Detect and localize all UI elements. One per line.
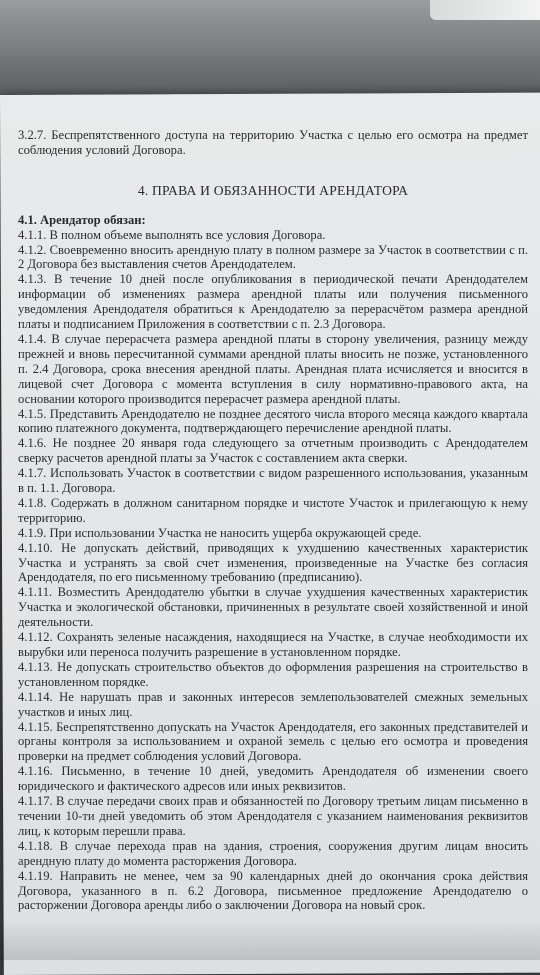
clause-3-2-7: 3.2.7. Беспрепятственного доступа на территорию Участка с целью его осмотра на предмет соблюдения условий Договора. [18,128,528,157]
clause-4-1-19: 4.1.19. Направить не менее, чем за 90 календарных дней до окончания срока действия Договора, указанного в п. 6.2 Договора, письменное предложение Арендодателю о расторжении Договора аренды либо о заключении Договора на новый срок. [18,868,528,913]
clause-4-1-5: 4.1.5. Представить Арендодателю не позднее десятого числа второго месяца каждого квартала копию платежного документа, подтверждающего перечисление арендной платы. [18,406,528,436]
clause-4-1-18: 4.1.18. В случае перехода прав на здания, строения, сооружения другим лицам вносить арендную плату до момента расторжения Договора. [18,838,528,868]
clause-4-1-10: 4.1.10. Не допускать действий, приводящих к ухудшению качественных характеристик Участка и устранять за свой счет изменения, произведенные на Участке без согласия Арендодателя, по его письменному требованию (предписанию). [18,540,528,585]
clause-4-1-17: 4.1.17. В случае передачи своих прав и обязанностей по Договору третьим лицам письменно в течении 10-ти дней уведомить об этом Арендодателя с указанием наименования реквизитов лиц, к которым перешли права. [18,794,528,838]
obligations-heading: 4.1. Арендатор обязан: [18,212,146,227]
background-object [430,0,540,20]
clause-4-1-6: 4.1.6. Не позднее 20 января года следующего за отчетным производить с Арендодателем сверку расчетов арендной платы за Участок с составлением акта сверки. [18,436,528,466]
photo-shadow-bottom [0,920,540,960]
clause-4-1-3: 4.1.3. В течение 10 дней после опубликования в периодической печати Арендодателем информации об изменениях размера арендной платы или получения письменного уведомления Арендодателя обратиться к Арендодателю за перерасчётом размера арендной платы и подписанием Приложения в соответствии с п. 2.3 Договора. [18,272,528,332]
clause-4-1-4: 4.1.4. В случае перерасчета размера арендной платы в сторону увеличения, разницу между прежней и вновь пересчитанной суммами арендной платы вносить не позже, установленного п. 2.4 Договора, срока внесения арендной платы. Арендная плата исчисляется и вносится в лицевой счет Договора с момента вступления в силу нормативно-правового акта, на основании которого производится перерасчет размера арендной платы. [18,331,528,406]
clause-4-1-7: 4.1.7. Использовать Участок в соответствии с видом разрешенного использования, указанным в п. 1.1. Договора. [18,466,528,496]
clause-4-1-1: 4.1.1. В полном объеме выполнять все условия Договора. [18,227,326,242]
clause-4-1-15: 4.1.15. Беспрепятственно допускать на Участок Арендодателя, его законных представителей и органы контроля за использованием и охраной земель с целью его осмотра и проведения проверки на предмет соблюдения условий Договора. [18,719,528,764]
clause-4-1-9: 4.1.9. При использовании Участка не наносить ущерба окружающей среде. [18,525,422,540]
clause-4-1-13: 4.1.13. Не допускать строительство объектов до оформления разрешения на строительство в установленном порядке. [18,659,528,689]
document-text [18,128,528,913]
clause-4-1-12: 4.1.12. Сохранять зеленые насаждения, находящиеся на Участке, в случае необходимости их вырубки или переноса получить разрешение в установленном порядке. [18,630,528,659]
clause-4-1-14: 4.1.14. Не нарушать прав и законных интересов землепользователей смежных земельных участков и иных лиц. [18,689,528,719]
clause-4-1-11: 4.1.11. Возместить Арендодателю убытки в случае ухудшения качественных характеристик Участка и экологической обстановки, причиненных в результате своей хозяйственной и иной деятельности. [18,585,528,630]
section-title: 4. ПРАВА И ОБЯЗАННОСТИ АРЕНДАТОРА [137,182,409,198]
clause-4-1-16: 4.1.16. Письменно, в течение 10 дней, уведомить Арендодателя об изменении своего юридического и фактического адресов или иных реквизитов. [18,764,528,794]
clause-4-1-8: 4.1.8. Содержать в должном санитарном порядке и чистоте Участок и прилегающую к нему территорию. [18,495,528,525]
clause-4-1-2: 4.1.2. Своевременно вносить арендную плату в полном размере за Участок в соответствии с п. 2 Договора без выставления счетов Арендодателем. [18,242,528,272]
